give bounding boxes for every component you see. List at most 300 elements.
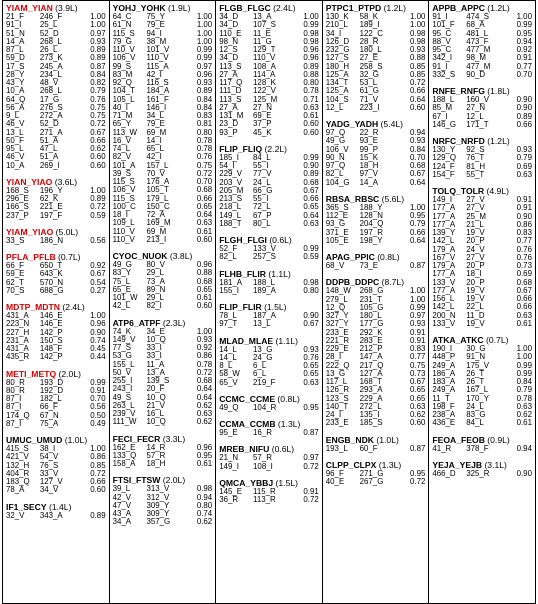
residue-a: 155_I xyxy=(219,285,239,295)
score: 0.93 xyxy=(196,78,213,87)
residue-b: 19_V xyxy=(466,294,485,303)
residue-b: 94_I xyxy=(146,28,162,38)
section-length: (0.6L) xyxy=(266,235,292,245)
residue-a: 131_M xyxy=(219,111,244,120)
residue-a: 62_T xyxy=(6,277,24,287)
residue-a: 80_R xyxy=(6,377,25,387)
residue-a: 205_M xyxy=(219,185,244,195)
residue-a: 104_T xyxy=(112,86,135,96)
residue-a: 93_G xyxy=(325,219,346,229)
pair-section xyxy=(6,177,106,220)
score: 1.00 xyxy=(90,20,106,30)
contact-row xyxy=(432,71,532,79)
residue-a: 186_A xyxy=(432,368,456,378)
score: 0.68 xyxy=(196,276,213,286)
pair-section xyxy=(6,369,106,429)
residue-a: 91_I xyxy=(432,61,448,71)
contact-row xyxy=(219,429,319,437)
residue-b: 161_F xyxy=(146,94,169,104)
residue-b: 231_T xyxy=(359,294,383,304)
score: 0.90 xyxy=(90,327,106,337)
section-name: MREB_NIFU xyxy=(219,444,270,455)
residue-a: 177_A xyxy=(432,219,456,229)
score: 0.45 xyxy=(90,344,106,353)
residue-b: 258_S xyxy=(359,61,383,71)
score: 0.88 xyxy=(196,268,213,278)
score: 0.96 xyxy=(303,45,319,54)
residue-b: 313_V xyxy=(146,484,170,494)
score: 1.00 xyxy=(196,28,213,38)
residue-a: 74_L xyxy=(112,144,131,153)
contact-row xyxy=(432,121,532,129)
residue-b: 53_L xyxy=(359,78,378,87)
score: 0.96 xyxy=(90,319,106,329)
score: 0.68 xyxy=(196,185,213,195)
section-length: (3.8L) xyxy=(167,251,193,261)
pair-section xyxy=(326,435,426,453)
residue-a: 125_A xyxy=(325,69,349,79)
residue-a: 342_I xyxy=(432,53,453,63)
section-length: (2.3L) xyxy=(160,317,186,328)
residue-b: 189_I xyxy=(359,20,380,30)
residue-b: 148_F xyxy=(39,344,63,353)
score: 0.65 xyxy=(196,284,213,294)
score: 0.76 xyxy=(516,244,532,254)
score: 0.92 xyxy=(90,261,106,270)
score: 0.64 xyxy=(196,210,213,219)
residue-b: 27_E xyxy=(359,53,379,63)
residue-a: 65_V xyxy=(219,377,238,387)
contact-row xyxy=(6,287,106,295)
residue-b: 105_T xyxy=(146,185,169,195)
residue-b: 110_V xyxy=(253,53,276,63)
residue-a: 99_S xyxy=(112,61,132,71)
score: 0.73 xyxy=(516,261,532,270)
score: 0.61 xyxy=(516,418,532,428)
score: 0.61 xyxy=(196,293,213,302)
residue-b: 115_A xyxy=(146,61,169,71)
residue-b: 34_E xyxy=(146,326,165,336)
residue-b: 325_R xyxy=(466,468,490,478)
score: 1.00 xyxy=(303,12,319,21)
section-length: (2.2L) xyxy=(262,143,287,154)
residue-a: 111_W xyxy=(112,417,137,427)
residue-b: 98_M xyxy=(466,53,486,63)
residue-a: 177_A xyxy=(432,203,456,213)
pair-section xyxy=(6,502,106,520)
residue-b: 27_V xyxy=(466,203,485,213)
residue-b: 93_E xyxy=(359,136,379,146)
residue-b: 69_E xyxy=(253,111,272,120)
residue-a: 133_V xyxy=(432,318,456,328)
residue-b: 76_S xyxy=(39,460,59,470)
score: 0.99 xyxy=(516,360,532,370)
residue-a: 188_L xyxy=(432,95,455,104)
residue-a: 149_V xyxy=(112,334,136,344)
score: 0.67 xyxy=(90,269,106,279)
score: 1.00 xyxy=(516,352,532,362)
residue-a: 177_A xyxy=(432,211,456,221)
residue-b: 18_H xyxy=(359,161,379,170)
residue-b: 51_A xyxy=(39,152,59,162)
score: 0.72 xyxy=(303,495,319,504)
column-3 xyxy=(216,1,323,603)
residue-a: 50_V xyxy=(112,367,132,377)
residue-b: 76_T xyxy=(466,153,485,163)
section-name: NRFC_NRFD xyxy=(432,136,485,146)
residue-a: 42_V xyxy=(112,492,132,502)
score: 0.80 xyxy=(196,127,213,137)
score: 0.84 xyxy=(90,69,106,79)
score: 0.93 xyxy=(410,45,426,54)
score: 0.94 xyxy=(516,443,532,453)
residue-b: 14_I xyxy=(146,135,162,145)
residue-a: 85_M xyxy=(432,103,453,113)
residue-b: 42_I xyxy=(146,152,162,162)
score: 0.91 xyxy=(516,195,532,204)
residue-b: 60_F xyxy=(359,443,378,453)
residue-b: 68_A xyxy=(466,20,485,30)
residue-a: 110_V xyxy=(112,234,135,244)
residue-a: 155_L xyxy=(112,359,135,369)
residue-a: 139_Y xyxy=(432,228,456,237)
residue-a: 123_S xyxy=(325,393,349,403)
residue-a: 13_L xyxy=(6,127,24,137)
residue-a: 263_L xyxy=(112,400,135,410)
residue-b: 18_I xyxy=(466,269,482,279)
residue-b: 246_F xyxy=(39,12,63,21)
score: 0.94 xyxy=(410,128,426,137)
residue-b: 474_S xyxy=(466,12,490,21)
residue-b: 196_Y xyxy=(39,185,63,195)
pair-section xyxy=(432,435,532,453)
section-header xyxy=(432,435,532,445)
residue-a: 67_I xyxy=(432,111,448,121)
contact-row xyxy=(326,237,426,245)
section-length: (0.6L) xyxy=(269,444,295,455)
residue-b: 57_R xyxy=(253,453,272,463)
residue-b: 219_F xyxy=(253,377,276,387)
residue-b: 79_E xyxy=(146,119,165,129)
residue-a: 90_N xyxy=(325,152,345,162)
score: 0.98 xyxy=(303,28,319,38)
score: 0.68 xyxy=(410,161,426,170)
residue-b: 122_V xyxy=(253,86,276,96)
score: 0.62 xyxy=(196,417,213,427)
score: 0.66 xyxy=(90,135,106,145)
section-length: (1.3L) xyxy=(275,419,301,429)
residue-a: 125_A xyxy=(325,86,349,96)
score: 0.68 xyxy=(516,277,532,287)
residue-a: 40_I xyxy=(112,102,128,112)
residue-b: 116_S xyxy=(146,78,169,87)
residue-b: 135_I xyxy=(359,410,380,419)
residue-b: 272_L xyxy=(359,401,382,411)
pair-section xyxy=(219,269,319,296)
residue-a: 82_V xyxy=(112,152,132,162)
residue-b: 180_L xyxy=(359,45,382,54)
contact-row xyxy=(432,470,532,478)
residue-b: 276_S xyxy=(39,102,63,112)
section-length: (2.0L) xyxy=(160,475,186,486)
column-1 xyxy=(3,1,110,603)
residue-b: 481_L xyxy=(466,28,489,38)
score: 0.99 xyxy=(196,53,213,63)
section-length: (1.5L) xyxy=(261,302,287,312)
score: 0.74 xyxy=(196,509,213,518)
score: 0.99 xyxy=(90,377,106,387)
residue-a: 126_R xyxy=(325,385,350,395)
score: 0.65 xyxy=(410,385,426,395)
residue-b: 27_V xyxy=(466,252,485,262)
contact-row xyxy=(219,320,319,328)
residue-a: 115_S xyxy=(112,28,135,38)
residue-a: 448_P xyxy=(432,352,456,362)
score: 0.93 xyxy=(90,36,106,46)
score: 0.95 xyxy=(303,402,319,412)
score: 1.00 xyxy=(196,36,213,46)
residue-b: 570_N xyxy=(39,277,64,287)
residue-b: 150_C xyxy=(146,201,170,211)
residue-b: 128_N xyxy=(359,211,383,220)
score: 1.00 xyxy=(516,12,532,21)
score: 0.90 xyxy=(516,468,532,478)
residue-b: 19_V xyxy=(466,318,485,328)
residue-a: 148_W xyxy=(325,286,351,296)
contact-row xyxy=(6,486,106,494)
residue-a: 115_S xyxy=(112,177,135,186)
residue-a: 34_D xyxy=(219,12,239,21)
residue-b: 14_A xyxy=(359,177,379,187)
score: 0.71 xyxy=(303,94,319,104)
score: 0.65 xyxy=(196,201,213,211)
pair-section xyxy=(432,86,532,129)
residue-a: 95_L xyxy=(6,144,24,153)
residue-a: 243_I xyxy=(112,384,133,394)
residue-a: 17_S xyxy=(6,61,25,71)
column-4 xyxy=(323,1,430,603)
contact-row xyxy=(326,104,426,112)
residue-a: 53_G xyxy=(112,351,132,361)
residue-b: 75_Y xyxy=(146,12,165,21)
section-name: MDTP_MDTN xyxy=(6,302,60,312)
score: 0.89 xyxy=(196,86,213,96)
residue-a: 218_L xyxy=(219,202,242,212)
residue-a: 97_Q xyxy=(325,128,346,137)
score: 0.60 xyxy=(410,418,426,428)
residue-a: 146_G xyxy=(432,119,457,129)
score: 0.89 xyxy=(303,61,319,71)
score: 0.98 xyxy=(410,28,426,38)
score: 1.00 xyxy=(410,202,426,212)
residue-a: 24_I xyxy=(325,410,342,419)
residue-a: 101_A xyxy=(112,160,136,170)
residue-a: 78_A xyxy=(6,485,25,495)
residue-b: 150_S xyxy=(39,335,63,345)
residue-a: 105_E xyxy=(325,235,349,245)
score: 0.76 xyxy=(90,94,106,104)
residue-b: 20_P xyxy=(466,277,485,287)
residue-b: 14_R xyxy=(146,442,166,452)
score: 0.64 xyxy=(410,94,426,104)
residue-b: 13_A xyxy=(146,367,165,377)
residue-a: 200_N xyxy=(432,310,456,320)
score: 1.00 xyxy=(90,311,106,320)
pair-section xyxy=(219,336,319,387)
score: 0.88 xyxy=(303,69,319,79)
residue-b: 81_H xyxy=(466,161,486,171)
residue-b: 234_L xyxy=(39,69,62,79)
residue-a: 91_I xyxy=(432,12,448,21)
residue-b: 147_A xyxy=(359,352,383,362)
score: 0.84 xyxy=(196,94,213,104)
section-name: YIAN_YIAO xyxy=(6,176,53,187)
section-length: (0.9L) xyxy=(484,434,510,445)
section-name: ATKA_ATKC xyxy=(432,335,484,345)
score: 0.78 xyxy=(516,393,532,403)
score: 1.00 xyxy=(90,444,106,453)
residue-a: 177_A xyxy=(432,285,456,295)
residue-a: 34_D xyxy=(219,20,239,30)
score: 0.72 xyxy=(90,468,106,478)
residue-a: 233_E xyxy=(325,418,349,428)
section-length: (2.0L) xyxy=(56,368,81,379)
score: 0.87 xyxy=(303,428,319,437)
score: 1.00 xyxy=(90,185,106,195)
residue-b: 80_L xyxy=(253,218,271,228)
residue-a: 95_C xyxy=(432,45,452,54)
score: 0.90 xyxy=(516,95,532,104)
residue-b: 10_Q xyxy=(146,417,166,427)
residue-a: 145_E xyxy=(219,486,243,496)
residue-a: 64_Q xyxy=(6,94,26,104)
score: 0.63 xyxy=(303,377,319,387)
residue-b: 223_I xyxy=(359,102,380,112)
residue-b: 269_I xyxy=(39,160,60,170)
score: 0.82 xyxy=(90,78,106,87)
residue-a: 149_I xyxy=(432,195,453,204)
residue-a: 71_M xyxy=(112,111,133,120)
residue-b: 189_A xyxy=(253,285,276,295)
score: 0.75 xyxy=(90,111,106,120)
residue-b: 127_A xyxy=(359,368,383,378)
residue-a: 49_G xyxy=(325,136,346,146)
residue-a: 183_A xyxy=(432,377,456,386)
residue-b: 217_Q xyxy=(359,360,384,370)
contact-row xyxy=(6,512,106,520)
residue-a: 12_L xyxy=(325,102,344,112)
residue-b: 167_L xyxy=(466,385,489,395)
section-length: (0.7L) xyxy=(55,252,81,262)
score: 0.72 xyxy=(90,119,106,129)
section-name: ENGB_NDK xyxy=(325,434,375,445)
residue-b: 229_A xyxy=(359,393,383,403)
pair-section xyxy=(326,460,426,487)
section-name: FLIP_FLIR xyxy=(219,302,262,312)
residue-b: 10_Q xyxy=(146,392,166,402)
residue-a: 105_L xyxy=(112,94,135,104)
residue-a: 115_S xyxy=(112,193,135,203)
residue-b: 29_L xyxy=(146,293,165,302)
score: 0.75 xyxy=(196,160,213,170)
score: 0.70 xyxy=(196,177,213,186)
residue-b: 51_A xyxy=(39,135,59,145)
score: 0.99 xyxy=(410,302,426,312)
residue-a: 213_S xyxy=(219,194,243,203)
residue-b: 125_M xyxy=(253,94,278,104)
score: 0.86 xyxy=(196,351,213,361)
section-name: YIAM_YIAO xyxy=(6,226,54,237)
score: 0.62 xyxy=(516,410,532,419)
score: 0.98 xyxy=(303,36,319,46)
section-length: (1.3L) xyxy=(376,459,402,470)
contact-row xyxy=(432,320,532,328)
residue-a: 23_D xyxy=(219,119,239,129)
score: 0.63 xyxy=(516,310,532,320)
residue-a: 404_R xyxy=(6,468,30,478)
residue-b: 267_G xyxy=(359,477,384,486)
score: 0.80 xyxy=(196,500,213,510)
score: 0.89 xyxy=(90,45,106,54)
section-name: ATP6_ATPF xyxy=(112,317,161,328)
score: 0.68 xyxy=(196,376,213,385)
score: 0.94 xyxy=(196,492,213,502)
residue-a: 36_R xyxy=(219,495,239,504)
residue-b: 378_F xyxy=(466,443,489,453)
residue-a: 185_I xyxy=(219,152,239,162)
residue-b: 11_A xyxy=(146,359,165,369)
residue-a: 28_I xyxy=(325,352,342,362)
contact-row xyxy=(219,220,319,228)
residue-a: 255_I xyxy=(112,376,133,385)
residue-a: 70_S xyxy=(6,285,25,295)
residue-b: 268_L xyxy=(39,86,62,96)
score: 0.91 xyxy=(303,486,319,496)
residue-b: 171_T xyxy=(466,119,489,129)
residue-b: 187_A xyxy=(253,311,276,320)
score: 0.93 xyxy=(196,334,213,344)
score: 0.50 xyxy=(90,410,106,420)
score: 0.60 xyxy=(196,234,213,244)
contact-row xyxy=(219,496,319,504)
residue-b: 67_P xyxy=(253,210,272,220)
score: 1.00 xyxy=(196,12,213,21)
section-length: (1.0L) xyxy=(62,435,88,445)
score: 0.99 xyxy=(303,20,319,30)
residue-b: 38_M xyxy=(146,36,167,46)
residue-b: 47_L xyxy=(39,144,58,153)
section-length: (3.6L) xyxy=(52,176,78,187)
residue-a: 14_A xyxy=(6,36,25,46)
residue-a: 415_S xyxy=(6,444,29,453)
residue-a: 54_I xyxy=(219,161,235,170)
score: 0.56 xyxy=(90,235,106,245)
residue-b: 113_R xyxy=(253,495,276,504)
score: 0.95 xyxy=(410,211,426,220)
pair-section xyxy=(219,394,319,412)
score: 0.85 xyxy=(410,61,426,71)
pair-section xyxy=(113,475,213,526)
residue-b: 197_R xyxy=(359,227,383,237)
residue-a: 79_G xyxy=(112,36,132,46)
section-name: FLHB_FLIR xyxy=(219,268,266,279)
column-2 xyxy=(110,1,217,603)
contact-row xyxy=(113,460,213,468)
score: 0.98 xyxy=(410,36,426,46)
pair-section xyxy=(6,435,106,495)
residue-b: 75_A xyxy=(39,418,59,428)
score: 0.99 xyxy=(516,368,532,378)
